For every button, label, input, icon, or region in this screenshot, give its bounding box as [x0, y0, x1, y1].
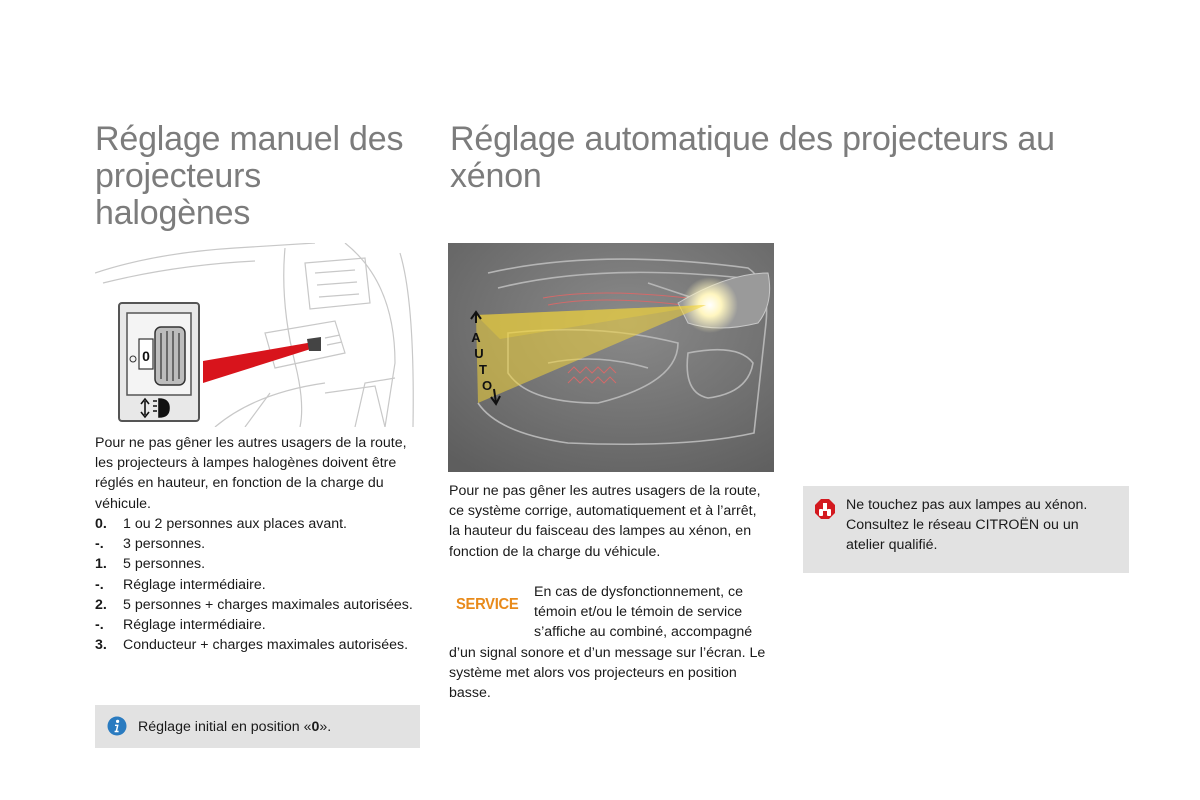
list-item: -. Réglage intermédiaire.	[95, 576, 266, 593]
warning-note	[803, 486, 1129, 573]
load-position-list	[95, 514, 425, 655]
service-icon: SERVICE	[456, 596, 519, 613]
list-item: 1. 5 personnes.	[95, 556, 206, 573]
svg-text:O: O	[481, 378, 493, 393]
malfunction-text: En cas de dysfonctionnement, ce témoin et/ou le témoin de service s’affiche au combiné, accompagné d’un signal sonore et d’un message sur l’écran. Le système met alors vos projecteurs en position basse.	[449, 584, 766, 702]
right-section-title: Réglage automatique des projecteurs au xénon	[450, 120, 1055, 195]
list-item: 2. 5 personnes + charges maximales autorisées.	[95, 596, 413, 613]
list-item: 3. Conducteur + charges maximales autorisées.	[95, 637, 409, 654]
dial-position-label: 0	[142, 348, 150, 364]
list-item: 0. 1 ou 2 personnes aux places avant.	[95, 516, 348, 532]
info-note	[95, 705, 420, 748]
info-note-text: Réglage initial en position «0».	[138, 719, 332, 735]
halogen-adjust-illustration	[95, 243, 420, 427]
svg-text:A: A	[471, 330, 481, 345]
svg-text:T: T	[479, 362, 487, 377]
left-section-title: Réglage manuel des projecteurs halogènes	[95, 120, 404, 232]
list-item: -. 3 personnes.	[95, 536, 206, 553]
left-intro-text: Pour ne pas gêner les autres usagers de la route, les projecteurs à lampes halogènes doivent être réglés en hauteur, en fonction de la charge du véhicule.	[95, 435, 407, 512]
warning-note-text: Ne touchez pas aux lampes au xénon. Consultez le réseau CITROËN ou un atelier qualifié.	[846, 497, 1088, 554]
info-icon	[107, 716, 127, 736]
right-intro-text: Pour ne pas gêner les autres usagers de la route, ce système corrige, automatiquement et à l’arrêt, la hauteur du faisceau des lampes au xénon, en fonction de la charge du véhicule.	[449, 483, 761, 560]
list-item: -. Réglage intermédiaire.	[95, 617, 266, 634]
xenon-auto-illustration	[448, 243, 774, 472]
warning-icon	[814, 498, 836, 520]
initial-position-value: 0	[311, 719, 320, 735]
car-front-drawing	[448, 243, 774, 472]
svg-text:U: U	[474, 346, 484, 361]
dashboard-drawing	[95, 243, 420, 427]
